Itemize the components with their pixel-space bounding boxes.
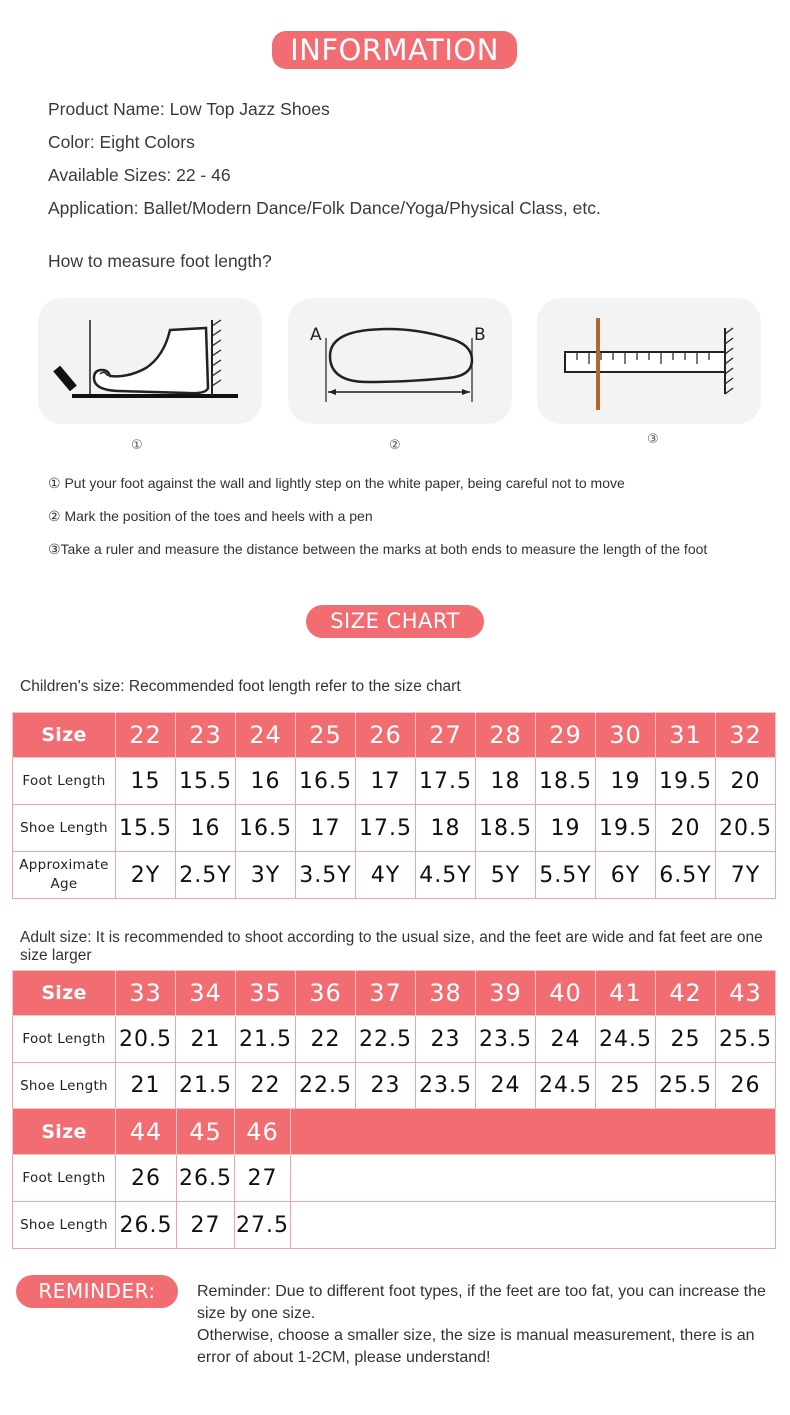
shoe-length-cell: 16.5 bbox=[236, 805, 296, 852]
marker-3: ③ bbox=[647, 432, 659, 447]
age-cell: 6Y bbox=[596, 852, 656, 899]
foot-outline-illustration bbox=[288, 298, 512, 424]
age-cell: 6.5Y bbox=[656, 852, 716, 899]
age-cell: 5.5Y bbox=[536, 852, 596, 899]
size-cell: 33 bbox=[116, 971, 176, 1016]
foot-length-cell: 24 bbox=[536, 1016, 596, 1063]
size-label: Size bbox=[13, 971, 116, 1016]
foot-length-cell: 17.5 bbox=[416, 758, 476, 805]
size-cell: 43 bbox=[716, 971, 776, 1016]
shoe-length-cell: 19 bbox=[536, 805, 596, 852]
reminder-text bbox=[197, 1281, 767, 1369]
size-cell: 22 bbox=[116, 713, 176, 758]
age-cell: 3.5Y bbox=[296, 852, 356, 899]
application: Application: Ballet/Modern Dance/Folk Dance/Yoga/Physical Class, etc. bbox=[48, 198, 601, 218]
size-cell: 39 bbox=[476, 971, 536, 1016]
shoe-length-cell: 17.5 bbox=[356, 805, 416, 852]
foot-length-cell: 26.5 bbox=[177, 1155, 235, 1202]
shoe-length-label: Shoe Length bbox=[13, 805, 116, 852]
foot-length-cell: 15.5 bbox=[176, 758, 236, 805]
size-cell: 26 bbox=[356, 713, 416, 758]
foot-length-cell: 18 bbox=[476, 758, 536, 805]
point-a-label: A bbox=[310, 325, 322, 345]
table-row bbox=[13, 1202, 776, 1249]
age-label-line1: Approximate bbox=[19, 857, 109, 873]
table-row bbox=[13, 1109, 776, 1155]
size-cell: 35 bbox=[236, 971, 296, 1016]
foot-length-label: Foot Length bbox=[13, 1155, 116, 1202]
size-cell: 34 bbox=[176, 971, 236, 1016]
ruler-illustration bbox=[537, 298, 761, 424]
step-2: ② Mark the position of the toes and heels with a pen bbox=[48, 508, 373, 524]
shoe-length-cell: 24 bbox=[476, 1063, 536, 1109]
size-cell: 38 bbox=[416, 971, 476, 1016]
age-cell: 3Y bbox=[236, 852, 296, 899]
shoe-length-cell: 20.5 bbox=[716, 805, 776, 852]
size-cell: 45 bbox=[177, 1109, 235, 1155]
shoe-length-cell: 27.5 bbox=[235, 1202, 291, 1249]
foot-length-cell: 16.5 bbox=[296, 758, 356, 805]
empty-cell bbox=[291, 1109, 776, 1155]
size-cell: 25 bbox=[296, 713, 356, 758]
size-label: Size bbox=[13, 713, 116, 758]
foot-length-cell: 19 bbox=[596, 758, 656, 805]
size-cell: 23 bbox=[176, 713, 236, 758]
product-name: Product Name: Low Top Jazz Shoes bbox=[48, 99, 330, 119]
shoe-length-cell: 22 bbox=[236, 1063, 296, 1109]
reminder-line-1: Reminder: Due to different foot types, if the feet are too fat, you can increase the size by one size. bbox=[197, 1283, 766, 1322]
size-cell: 28 bbox=[476, 713, 536, 758]
shoe-length-cell: 27 bbox=[177, 1202, 235, 1249]
adult-size-table-continued bbox=[12, 1108, 776, 1249]
age-cell: 5Y bbox=[476, 852, 536, 899]
reminder-badge: REMINDER: bbox=[16, 1275, 178, 1308]
foot-length-label: Foot Length bbox=[13, 1016, 116, 1063]
foot-length-cell: 23.5 bbox=[476, 1016, 536, 1063]
size-cell: 32 bbox=[716, 713, 776, 758]
table-row bbox=[13, 758, 776, 805]
foot-length-cell: 18.5 bbox=[536, 758, 596, 805]
shoe-length-cell: 25.5 bbox=[656, 1063, 716, 1109]
size-chart-heading: SIZE CHART bbox=[306, 605, 484, 638]
shoe-length-cell: 26 bbox=[716, 1063, 776, 1109]
age-cell: 4Y bbox=[356, 852, 416, 899]
available-sizes: Available Sizes: 22 - 46 bbox=[48, 165, 231, 185]
table-row bbox=[13, 1155, 776, 1202]
shoe-length-cell: 18 bbox=[416, 805, 476, 852]
foot-length-cell: 21 bbox=[176, 1016, 236, 1063]
shoe-length-cell: 25 bbox=[596, 1063, 656, 1109]
foot-length-cell: 22 bbox=[296, 1016, 356, 1063]
foot-length-cell: 15 bbox=[116, 758, 176, 805]
shoe-length-cell: 23.5 bbox=[416, 1063, 476, 1109]
table-row bbox=[13, 971, 776, 1016]
empty-cell bbox=[291, 1202, 776, 1249]
shoe-length-cell: 15.5 bbox=[116, 805, 176, 852]
size-cell: 46 bbox=[235, 1109, 291, 1155]
size-label: Size bbox=[13, 1109, 116, 1155]
marker-1: ① bbox=[131, 438, 143, 453]
size-cell: 31 bbox=[656, 713, 716, 758]
foot-length-cell: 17 bbox=[356, 758, 416, 805]
shoe-length-cell: 16 bbox=[176, 805, 236, 852]
measure-title: How to measure foot length? bbox=[48, 251, 272, 271]
shoe-length-cell: 23 bbox=[356, 1063, 416, 1109]
size-cell: 36 bbox=[296, 971, 356, 1016]
foot-length-cell: 16 bbox=[236, 758, 296, 805]
adult-size-table bbox=[12, 970, 776, 1109]
shoe-length-cell: 21.5 bbox=[176, 1063, 236, 1109]
children-size-table bbox=[12, 712, 776, 899]
table-row bbox=[13, 852, 776, 899]
table-row bbox=[13, 1063, 776, 1109]
size-cell: 42 bbox=[656, 971, 716, 1016]
shoe-length-cell: 19.5 bbox=[596, 805, 656, 852]
children-size-caption: Children's size: Recommended foot length refer to the size chart bbox=[20, 678, 461, 695]
foot-length-label: Foot Length bbox=[13, 758, 116, 805]
reminder-line-2: Otherwise, choose a smaller size, the size is manual measurement, there is an error of about 1-2CM, please understand! bbox=[197, 1327, 755, 1366]
shoe-length-cell: 24.5 bbox=[536, 1063, 596, 1109]
size-cell: 41 bbox=[596, 971, 656, 1016]
step-1: ① Put your foot against the wall and lightly step on the white paper, being careful not to move bbox=[48, 475, 625, 491]
foot-length-cell: 23 bbox=[416, 1016, 476, 1063]
foot-length-cell: 20.5 bbox=[116, 1016, 176, 1063]
foot-length-cell: 25.5 bbox=[716, 1016, 776, 1063]
information-heading: INFORMATION bbox=[272, 31, 517, 69]
size-cell: 44 bbox=[116, 1109, 177, 1155]
foot-length-cell: 27 bbox=[235, 1155, 291, 1202]
product-color: Color: Eight Colors bbox=[48, 132, 195, 152]
shoe-length-cell: 22.5 bbox=[296, 1063, 356, 1109]
size-cell: 27 bbox=[416, 713, 476, 758]
table-row bbox=[13, 805, 776, 852]
foot-length-cell: 22.5 bbox=[356, 1016, 416, 1063]
foot-length-cell: 24.5 bbox=[596, 1016, 656, 1063]
adult-size-caption: Adult size: It is recommended to shoot according to the usual size, and the feet are wide and fat feet are one size larger bbox=[20, 929, 763, 964]
size-cell: 29 bbox=[536, 713, 596, 758]
point-b-label: B bbox=[474, 325, 486, 345]
shoe-length-label: Shoe Length bbox=[13, 1063, 116, 1109]
shoe-length-cell: 17 bbox=[296, 805, 356, 852]
step-3: ③Take a ruler and measure the distance between the marks at both ends to measure the length of the foot bbox=[48, 541, 708, 557]
shoe-length-cell: 18.5 bbox=[476, 805, 536, 852]
table-row bbox=[13, 1016, 776, 1063]
age-label-line2: Age bbox=[50, 876, 78, 892]
approximate-age-label bbox=[13, 852, 116, 899]
marker-2: ② bbox=[389, 438, 401, 453]
shoe-length-cell: 20 bbox=[656, 805, 716, 852]
age-cell: 7Y bbox=[716, 852, 776, 899]
table-row bbox=[13, 713, 776, 758]
foot-length-cell: 26 bbox=[116, 1155, 177, 1202]
foot-against-wall-illustration bbox=[38, 298, 262, 424]
foot-length-cell: 21.5 bbox=[236, 1016, 296, 1063]
foot-length-cell: 25 bbox=[656, 1016, 716, 1063]
shoe-length-cell: 26.5 bbox=[116, 1202, 177, 1249]
size-cell: 30 bbox=[596, 713, 656, 758]
shoe-length-label: Shoe Length bbox=[13, 1202, 116, 1249]
age-cell: 2.5Y bbox=[176, 852, 236, 899]
size-cell: 40 bbox=[536, 971, 596, 1016]
shoe-length-cell: 21 bbox=[116, 1063, 176, 1109]
size-cell: 24 bbox=[236, 713, 296, 758]
age-cell: 2Y bbox=[116, 852, 176, 899]
empty-cell bbox=[291, 1155, 776, 1202]
age-cell: 4.5Y bbox=[416, 852, 476, 899]
foot-length-cell: 20 bbox=[716, 758, 776, 805]
foot-length-cell: 19.5 bbox=[656, 758, 716, 805]
size-cell: 37 bbox=[356, 971, 416, 1016]
